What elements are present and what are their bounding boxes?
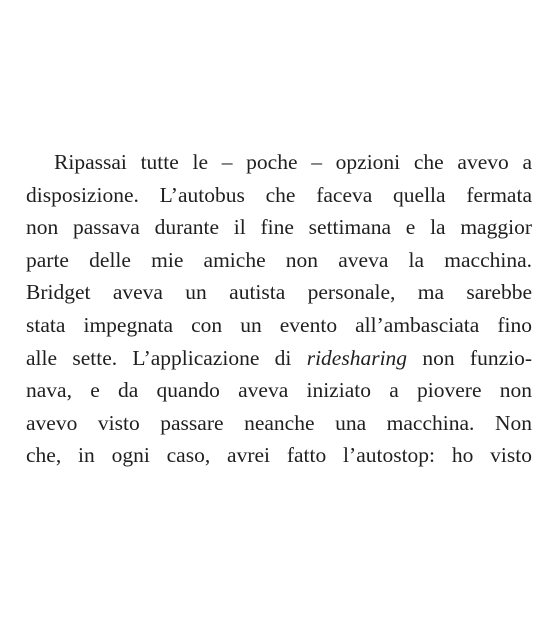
text-line-7-end: non funzio- [422, 345, 533, 370]
paragraph [26, 146, 532, 472]
text-line-5: Bridget aveva un autista personale, ma sarebbe [26, 280, 532, 305]
text-line-2: disposizione. L’autobus che faceva quella fermata [26, 182, 532, 207]
italic-term: ridesharing [306, 345, 408, 370]
text-line-3: non passava durante il fine settimana e la maggior [26, 215, 532, 240]
text-line-1: Ripassai tutte le – poche – opzioni che avevo a [54, 150, 532, 174]
text-line-7-start: alle sette. L’applicazione di [26, 345, 292, 370]
text-line-9: avevo visto passare neanche una macchina. Non [26, 410, 532, 435]
text-line-7 [26, 342, 532, 375]
text-line-8: nava, e da quando aveva iniziato a piovere non [26, 378, 532, 403]
text-line-6: stata impegnata con un evento all’ambasciata fino [26, 312, 532, 337]
text-line-10: che, in ogni caso, avrei fatto l’autostop: ho visto [26, 443, 532, 468]
text-line-4: parte delle mie amiche non aveva la macchina. [26, 247, 532, 272]
